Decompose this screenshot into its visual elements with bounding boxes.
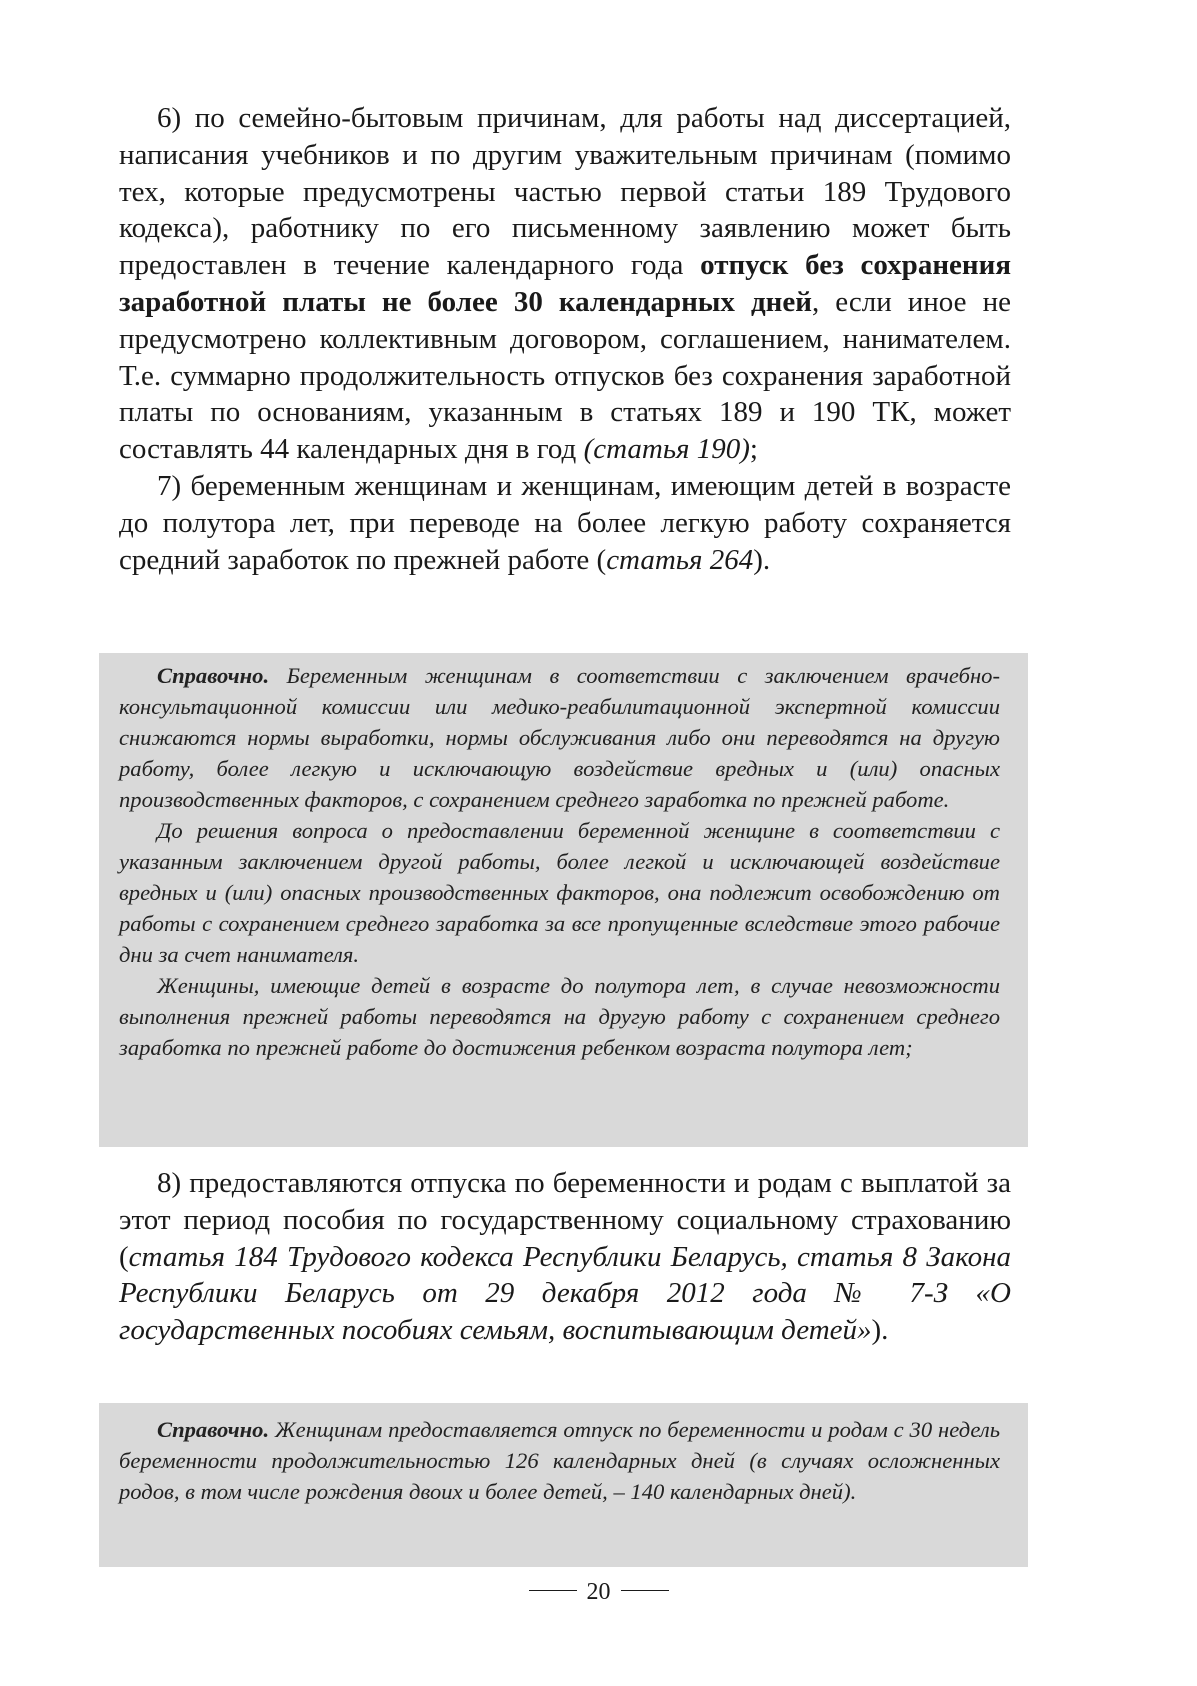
note-1-text-3: Женщины, имеющие детей в возрасте до полутора лет, в случае невозможности выполнения прежней работы переводятся на другую работу с сохранением среднего заработка по прежней работе до достижения ребенком возраста полутора лет; [119,973,1000,1060]
page-number-rule-right [621,1590,669,1591]
item-6-text-continued: , если иное не предусмотрено коллективным договором, соглашением, нанимателем. Т.е. суммарно продолжительность отпусков без сохранения заработной платы по основаниям, указанным в статьях 189 и 190 ТК, может составлять 44 календарных дня в год [119,285,1011,466]
item-6-bold-text: отпуск без сохранения заработной платы не более 30 календарных дней [119,249,1012,318]
item-7-reference: статья 264 [606,543,754,576]
page-number-footer [0,1577,1197,1607]
item-6-text: 6) по семейно-бытовым причинам, для работы над диссертацией, написания учебников и по другим уважительным причинам (помимо тех, которые предусмотрены частью первой статьи 189 Трудового кодекса), работнику по его письменному заявлению может быть предоставлен в течение календарного года [119,102,1011,282]
note-2-text: Женщинам предоставляется отпуск по беременности и родам с 30 недель беременности продолжительностью 126 календарных дней (в случаях осложненных родов, в том числе рождения двоих и более детей, – 140 календарных дней). [119,1417,1000,1504]
item-7-paragraph [119,468,1011,578]
item-6-paragraph [119,100,1011,468]
note-2-label: Справочно. [157,1417,270,1442]
reference-note-box [99,653,1028,1147]
item-8-end: ). [871,1314,889,1347]
note-1-paragraph-1 [119,660,1000,815]
note-2-paragraph [119,1414,1000,1507]
item-8-reference: статья 184 Трудового кодекса Республики Беларусь, статья 8 Закона Республики Беларусь от 29 декабря 2012 года № 7-З «О государственных пособиях семьям, воспитывающим детей» [119,1240,1011,1347]
page-number: 20 [586,1579,611,1605]
item-6-reference: (статья 190) [583,433,750,466]
item-6-end: ; [749,433,758,466]
note-1-paragraph-2 [119,815,1000,970]
note-1-label: Справочно. [157,663,270,688]
item-7-text: 7) беременным женщинам и женщинам, имеющим детей в возрасте до полутора лет, при переводе на более легкую работу сохраняется средний заработок по прежней работе ( [119,469,1011,576]
main-text-top [119,100,1011,578]
item-8-text: 8) предоставляются отпуска по беременности и родам с выплатой за этот период пособия по государственному социальному страхованию ( [119,1167,1011,1273]
item-7-end: ). [753,543,771,576]
main-text-bottom [119,1165,1011,1349]
note-1-paragraph-3 [119,970,1000,1063]
reference-note-box-2 [99,1403,1028,1567]
note-1-text-1: Беременным женщинам в соответствии с заключением врачебно-консультационной комиссии или медико-реабилитационной экспертной комиссии снижаются нормы выработки, нормы обслуживания либо они переводятся на другую работу, более легкую и исключающую воздействие вредных и (или) опасных производственных факторов, с сохранением среднего заработка по прежней работе. [119,663,1000,812]
note-1-text-2: До решения вопроса о предоставлении беременной женщине в соответствии с указанным заключением другой работы, более легкой и исключающей воздействие вредных и (или) опасных производственных факторов, она подлежит освобождению от работы с сохранением среднего заработка за все пропущенные вследствие этого рабочие дни за счет нанимателя. [119,818,1000,967]
item-8-paragraph [119,1165,1011,1349]
page-number-rule-left [529,1590,577,1591]
